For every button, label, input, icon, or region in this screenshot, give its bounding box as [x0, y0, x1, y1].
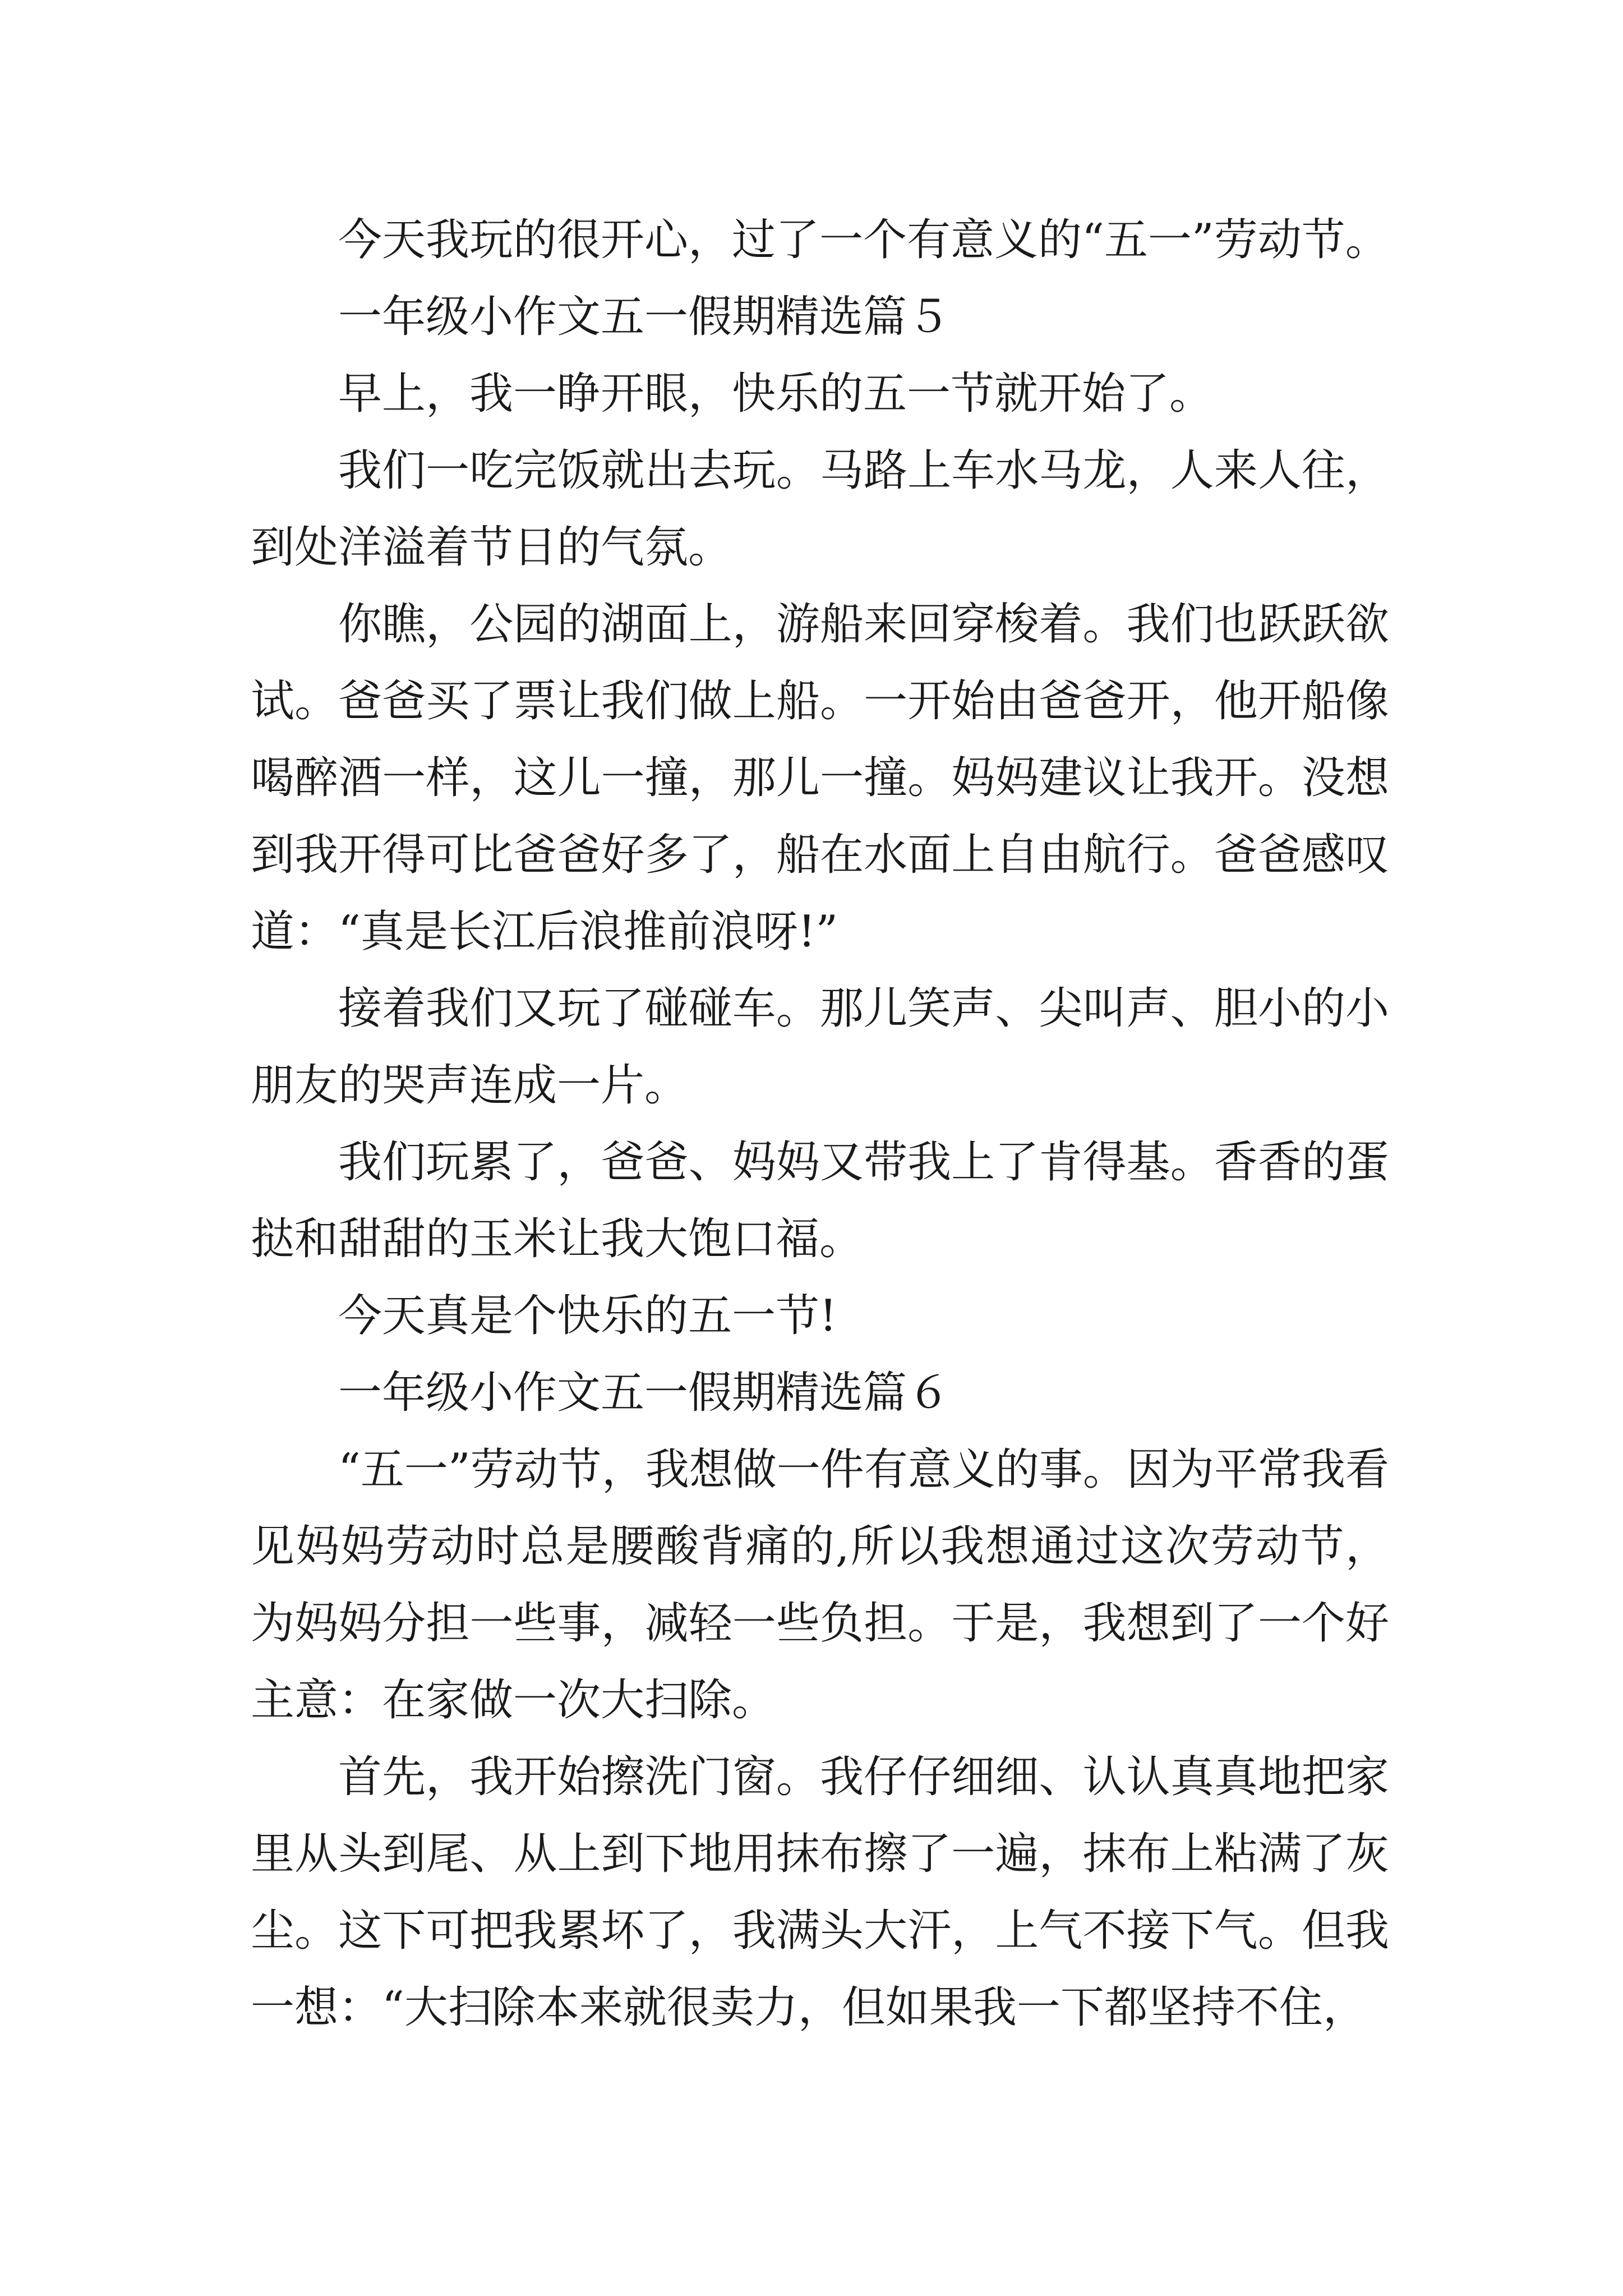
paragraph: 今天我玩的很开心，过了一个有意义的“五一”劳动节。: [338, 215, 1389, 265]
paragraph: 你瞧，公园的湖面上，游船来回穿梭着。我们也跃跃欲试。爸爸买了票让我们做上船。一开始由爸爸开，他开船像喝醉酒一样，这儿一撞，那儿一撞。妈妈建议让我开。没想到我开得可比爸爸好多了，船在水面上自由航行。爸爸感叹道：“真是长江后浪推前浪呀!”: [251, 599, 1389, 957]
paragraph: 首先，我开始擦洗门窗。我仔仔细细、认认真真地把家里从头到尾、从上到下地用抹布擦了一遍，抹布上粘满了灰尘。这下可把我累坏了，我满头大汗，上气不接下气。但我一想：“大扫除本来就很卖力，但如果我一下都坚持不住，: [251, 1752, 1389, 2033]
section-heading: 一年级小作文五一假期精选篇６: [338, 1368, 951, 1418]
paragraph: 我们玩累了，爸爸、妈妈又带我上了肯得基。香香的蛋挞和甜甜的玉米让我大饱口福。: [251, 1137, 1389, 1264]
paragraph: 早上，我一睁开眼，快乐的五一节就开始了。: [338, 369, 1214, 419]
section-heading: 一年级小作文五一假期精选篇５: [338, 292, 951, 342]
paragraph: “五一”劳动节，我想做一件有意义的事。因为平常我看见妈妈劳动时总是腰酸背痛的,所以我想通过这次劳动节，为妈妈分担一些事，减轻一些负担。于是，我想到了一个好主意：在家做一次大扫除。: [251, 1444, 1389, 1726]
paragraph: 今天真是个快乐的五一节!: [338, 1291, 837, 1341]
paragraph: 我们一吃完饭就出去玩。马路上车水马龙，人来人往，到处洋溢着节日的气氛。: [251, 445, 1389, 573]
paragraph: 接着我们又玩了碰碰车。那儿笑声、尖叫声、胆小的小朋友的哭声连成一片。: [251, 983, 1389, 1111]
document-body: [251, 202, 1389, 2046]
